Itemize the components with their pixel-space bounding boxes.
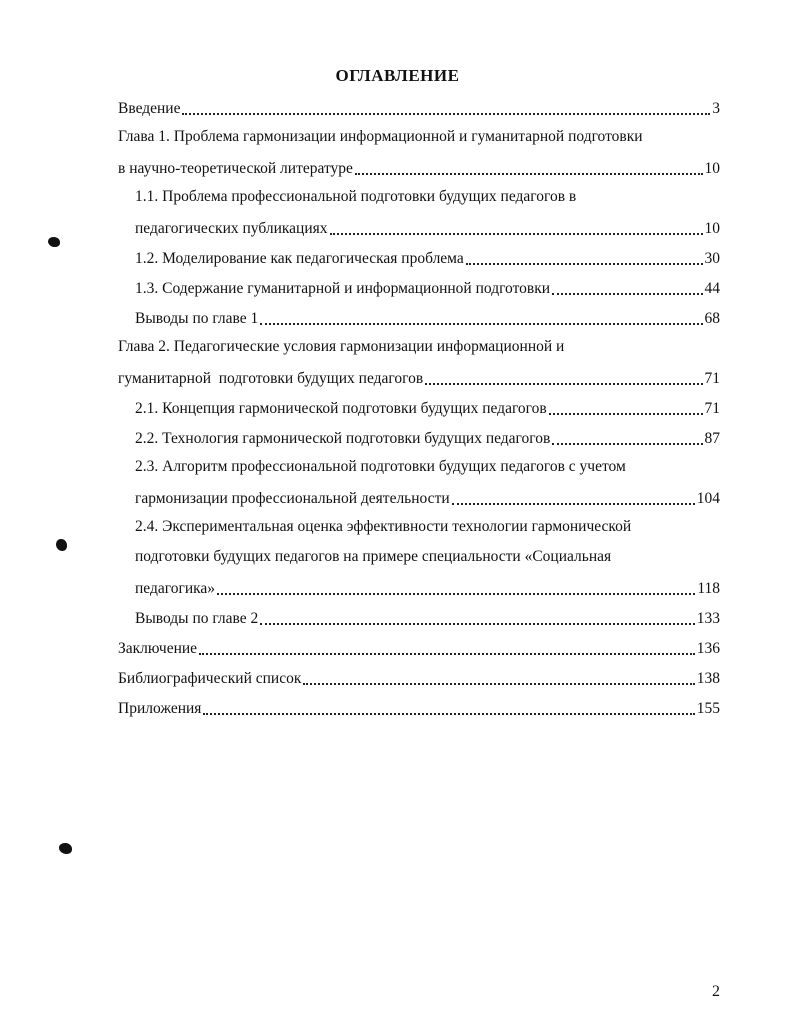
- toc-entry-page: 30: [704, 250, 720, 267]
- dot-leader: [452, 502, 695, 505]
- toc-entry-page: 10: [704, 160, 720, 177]
- dot-leader: [303, 682, 694, 685]
- dot-leader: [260, 322, 702, 325]
- toc-entry-page: 138: [696, 670, 720, 687]
- toc-entry-page: 68: [704, 310, 720, 327]
- toc-entry-1-2[interactable]: [135, 247, 720, 269]
- toc-entry-text: Выводы по главе 1: [135, 310, 259, 327]
- toc-entry-text: 2.1. Концепция гармонической подготовки будущих педагогов: [135, 400, 547, 417]
- toc-entry-1-3[interactable]: [135, 277, 720, 299]
- dot-leader: [552, 442, 702, 445]
- toc-entry-text: Приложения: [118, 700, 202, 717]
- toc-entry-conclusions-1[interactable]: [135, 307, 720, 329]
- toc-entry-page: 133: [696, 610, 720, 627]
- toc-entry-2-3-line1[interactable]: 2.3. Алгоритм профессиональной подготовки будущих педагогов с учетом: [135, 458, 626, 475]
- toc-entry-text: педагогика»: [135, 580, 216, 597]
- toc-entry-chapter2[interactable]: [118, 367, 720, 389]
- toc-entry-conclusion[interactable]: [118, 637, 720, 659]
- toc-entry-page: 71: [704, 370, 720, 387]
- toc-entry-text: Библиографический список: [118, 670, 302, 687]
- toc-entry-bibliography[interactable]: [118, 667, 720, 689]
- dot-leader: [355, 172, 703, 175]
- scan-speck: [48, 237, 60, 247]
- toc-entry-1-1[interactable]: [135, 217, 720, 239]
- toc-entry-text: Введение: [118, 100, 181, 117]
- scan-speck: [59, 843, 72, 854]
- toc-entry-text: гуманитарной подготовки будущих педагогов: [118, 370, 424, 387]
- toc-entry-text: 1.2. Моделирование как педагогическая проблема: [135, 250, 464, 267]
- page-number: 2: [712, 983, 720, 1000]
- toc-entry-page: 44: [704, 280, 720, 297]
- toc-entry-text: педагогических публикациях: [135, 220, 328, 237]
- toc-entry-2-4[interactable]: [135, 577, 720, 599]
- toc-entry-appendices[interactable]: [118, 697, 720, 719]
- dot-leader: [217, 592, 695, 595]
- toc-entry-conclusions-2[interactable]: [135, 607, 720, 629]
- page-title: ОГЛАВЛЕНИЕ: [335, 66, 460, 85]
- dot-leader: [425, 382, 702, 385]
- toc-entry-text: Заключение: [118, 640, 198, 657]
- toc-entry-page: 136: [696, 640, 720, 657]
- toc-entry-2-4-line2[interactable]: подготовки будущих педагогов на примере специальности «Социальная: [135, 548, 612, 565]
- toc-entry-page: 10: [704, 220, 720, 237]
- scan-speck: [56, 539, 67, 551]
- toc-entry-chapter2-line1[interactable]: Глава 2. Педагогические условия гармонизации информационной и: [118, 338, 565, 355]
- dot-leader: [466, 262, 703, 265]
- toc-entry-text: в научно-теоретической литературе: [118, 160, 353, 177]
- toc-entry-2-3[interactable]: [135, 487, 720, 509]
- toc-entry-2-4-line1[interactable]: 2.4. Экспериментальная оценка эффективности технологии гармонической: [135, 518, 632, 535]
- toc-entry-page: 3: [712, 100, 720, 117]
- toc-entry-2-2[interactable]: [135, 427, 720, 449]
- dot-leader: [260, 622, 694, 625]
- toc-entry-intro[interactable]: [118, 97, 720, 119]
- dot-leader: [552, 292, 702, 295]
- dot-leader: [330, 232, 703, 235]
- toc-entry-page: 87: [704, 430, 720, 447]
- toc-entry-1-1-line1[interactable]: 1.1. Проблема профессиональной подготовки будущих педагогов в: [135, 188, 577, 205]
- toc-entry-text: 1.3. Содержание гуманитарной и информационной подготовки: [135, 280, 551, 297]
- dot-leader: [182, 112, 710, 115]
- toc-entry-page: 71: [704, 400, 720, 417]
- toc-entry-text: Выводы по главе 2: [135, 610, 259, 627]
- toc-entry-page: 155: [696, 700, 720, 717]
- dot-leader: [549, 412, 703, 415]
- toc-entry-chapter1[interactable]: [118, 157, 720, 179]
- toc-entry-text: 2.2. Технология гармонической подготовки будущих педагогов: [135, 430, 551, 447]
- toc-entry-chapter1-line1[interactable]: Глава 1. Проблема гармонизации информационной и гуманитарной подготовки: [118, 128, 643, 145]
- toc-entry-2-1[interactable]: [135, 397, 720, 419]
- dot-leader: [203, 712, 694, 715]
- toc-entry-page: 118: [697, 580, 720, 597]
- toc-entry-page: 104: [696, 490, 720, 507]
- dot-leader: [199, 652, 695, 655]
- toc-entry-text: гармонизации профессиональной деятельности: [135, 490, 450, 507]
